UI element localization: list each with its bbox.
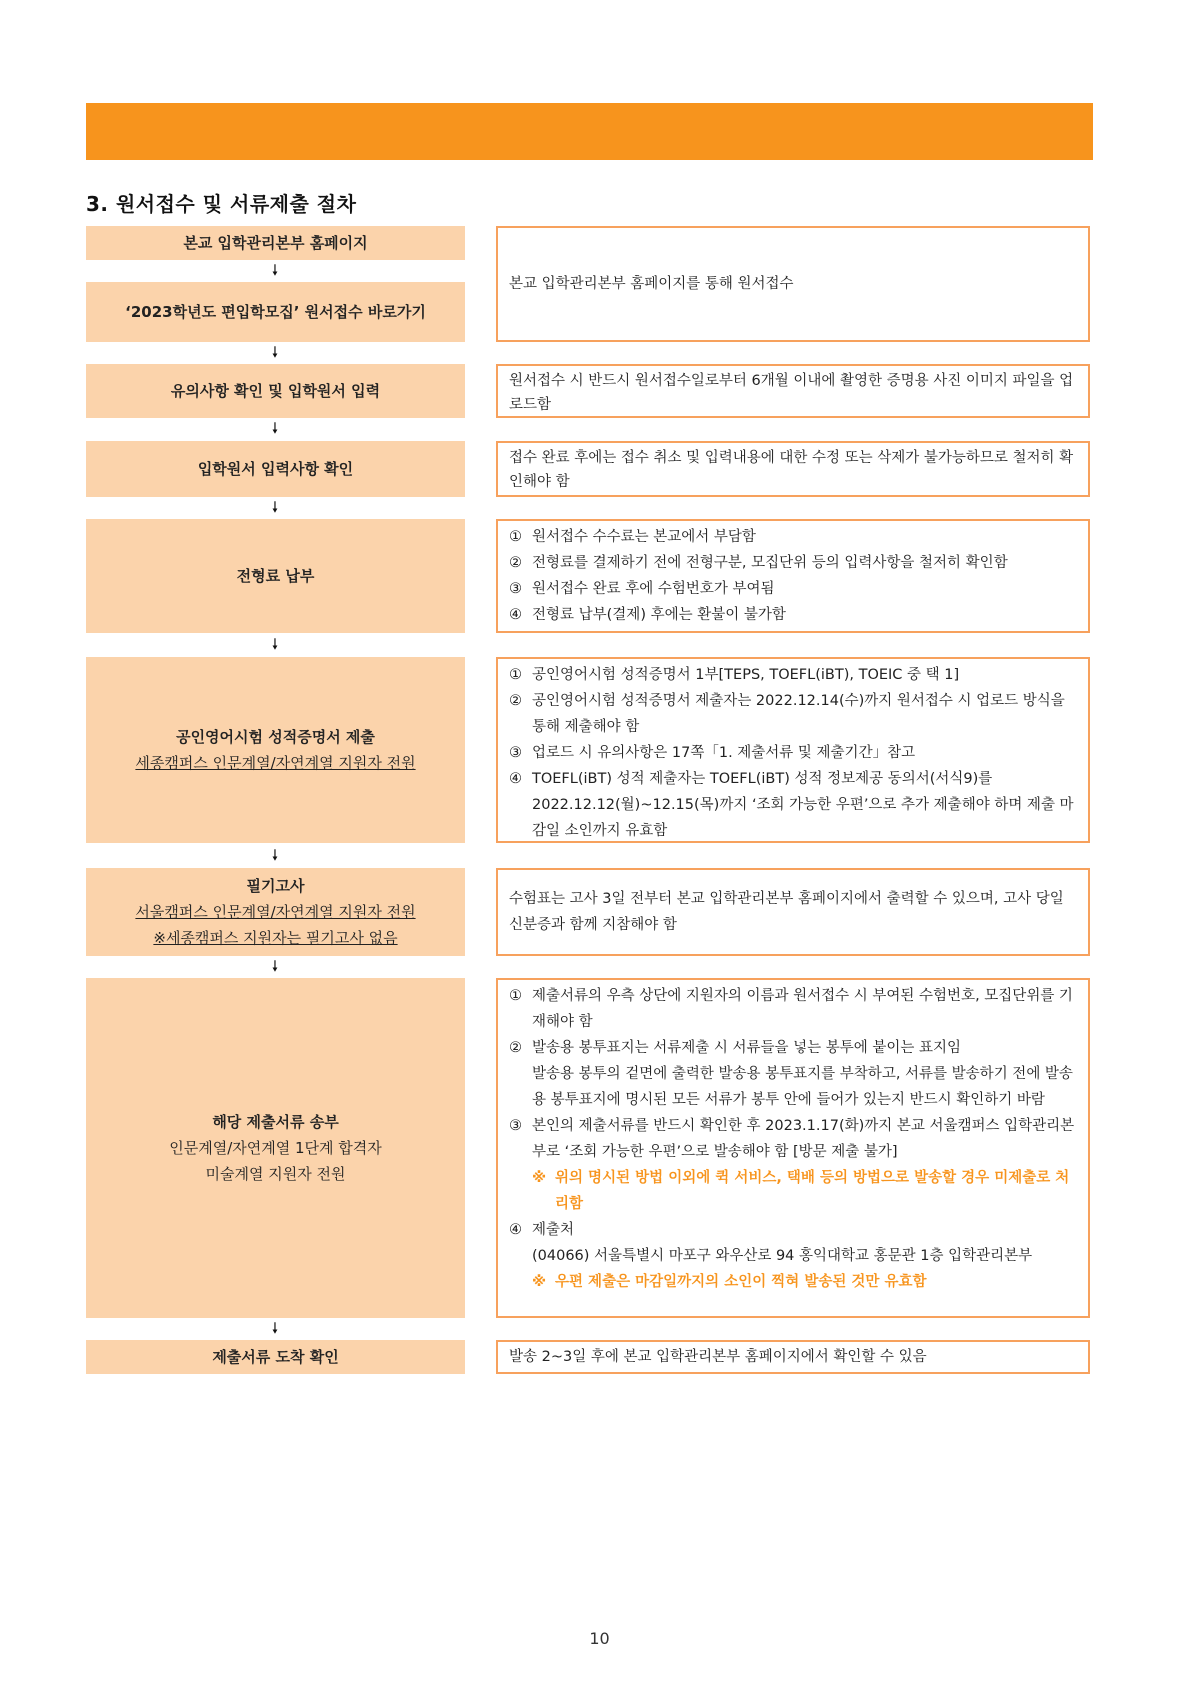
list-item-continued: 발송용 봉투의 겉면에 출력한 발송용 봉투표지를 부착하고, 서류를 발송하기 전에 발송용 봉투표지에 명시된 모든 서류가 봉투 안에 들어가 있는지 반드시 확인하기 바람 [532,1066,1073,1108]
list-item: ④ 제출처 [509,1222,575,1238]
down-arrow-icon: 🠗 [271,261,279,279]
desc-confirm [496,441,1090,497]
page-number: 10 [589,1629,610,1648]
down-arrow-icon: 🠗 [271,498,279,516]
desc-text: 수험표는 고사 3일 전부터 본교 입학관리본부 홈페이지에서 출력할 수 있으며, 고사 당일 신분증과 함께 지참해야 함 [509,891,1064,933]
desc-documents [496,978,1090,1318]
step-homepage [86,226,465,260]
step-send-documents [86,978,465,1318]
step-english-score [86,657,465,843]
address-text: (04066) 서울특별시 마포구 와우산로 94 홍익대학교 홍문관 1층 입학관리본부 [532,1248,1033,1264]
step-apply-link [86,282,465,342]
step-title: 필기고사 [246,877,305,895]
desc-exam [496,868,1090,956]
down-arrow-icon: 🠗 [271,1319,279,1337]
step-title: ‘2023학년도 편입학모집’ 원서접수 바로가기 [125,303,426,321]
down-arrow-icon: 🠗 [271,343,279,361]
list-item: ① 공인영어시험 성적증명서 1부[TEPS, TOEFL(iBT), TOEIC 중 택 1] [509,667,960,683]
down-arrow-icon: 🠗 [271,846,279,864]
warning-note: ※ 위의 명시된 방법 이외에 퀵 서비스, 택배 등의 방법으로 발송할 경우 미제출로 처리함 [532,1170,1070,1212]
warning-note: ※ 우편 제출은 마감일까지의 소인이 찍혀 발송된 것만 유효함 [532,1274,927,1290]
step-title: 공인영어시험 성적증명서 제출 [176,728,375,746]
desc-text: 본교 입학관리본부 홈페이지를 통해 원서접수 [509,276,794,292]
step-note: ※세종캠퍼스 지원자는 필기고사 없음 [153,929,398,947]
list-item: ① 원서접수 수수료는 본교에서 부담함 [509,529,756,545]
list-item: ④ TOEFL(iBT) 성적 제출자는 TOEFL(iBT) 성적 정보제공 동의서(서식9)를 2022.12.12(월)~12.15(목)까지 ‘조회 가능한 우편’으로 추가 제출해야 하며 제출 마감일 소인까지 유효함 [509,771,1074,839]
desc-text: 발송 2~3일 후에 본교 입학관리본부 홈페이지에서 확인할 수 있음 [509,1349,927,1365]
header-banner [86,103,1093,160]
list-item: ③ 본인의 제출서류를 반드시 확인한 후 2023.1.17(화)까지 본교 서울캠퍼스 입학관리본부로 ‘조회 가능한 우편’으로 발송해야 함 [방문 제출 불가] [509,1118,1075,1160]
step-title: 전형료 납부 [236,567,315,585]
desc-homepage [496,226,1090,342]
step-subtitle: 인문계열/자연계열 1단계 합격자 [169,1139,382,1157]
down-arrow-icon: 🠗 [271,419,279,437]
step-subtitle: 서울캠퍼스 인문계열/자연계열 지원자 전원 [135,903,416,921]
step-subtitle: 미술계열 지원자 전원 [205,1165,346,1183]
desc-arrival [496,1340,1090,1374]
list-item: ③ 업로드 시 유의사항은 17쪽「1. 제출서류 및 제출기간」참고 [509,745,916,761]
list-item: ④ 전형료 납부(결제) 후에는 환불이 불가함 [509,607,786,623]
down-arrow-icon: 🠗 [271,957,279,975]
step-title: 제출서류 도착 확인 [212,1348,339,1366]
step-title: 해당 제출서류 송부 [212,1113,339,1131]
desc-fee [496,519,1090,633]
step-title: 유의사항 확인 및 입학원서 입력 [170,382,381,400]
step-title: 본교 입학관리본부 홈페이지 [183,234,368,252]
step-subtitle: 세종캠퍼스 인문계열/자연계열 지원자 전원 [135,754,416,772]
down-arrow-icon: 🠗 [271,635,279,653]
list-item: ② 공인영어시험 성적증명서 제출자는 2022.12.14(수)까지 원서접수 시 업로드 방식을 통해 제출해야 함 [509,693,1065,735]
desc-text: 접수 완료 후에는 접수 취소 및 입력내용에 대한 수정 또는 삭제가 불가능하므로 철저히 확인해야 함 [509,450,1074,490]
desc-text: 원서접수 시 반드시 원서접수일로부터 6개월 이내에 촬영한 증명용 사진 이미지 파일을 업로드함 [509,373,1074,413]
step-input-form [86,364,465,418]
desc-english [496,657,1090,843]
list-item: ② 발송용 봉투표지는 서류제출 시 서류들을 넣는 봉투에 붙이는 표지임 [509,1040,962,1056]
list-item: ③ 원서접수 완료 후에 수험번호가 부여됨 [509,581,775,597]
step-written-exam [86,868,465,956]
list-item: ① 제출서류의 우측 상단에 지원자의 이름과 원서접수 시 부여된 수험번호, 모집단위를 기재해야 함 [509,988,1073,1030]
step-confirm-form [86,441,465,497]
step-fee [86,519,465,633]
step-title: 입학원서 입력사항 확인 [197,460,354,478]
section-title: 3. 원서접수 및 서류제출 절차 [86,192,357,216]
desc-photo [496,364,1090,418]
list-item: ② 전형료를 결제하기 전에 전형구분, 모집단위 등의 입력사항을 철저히 확인함 [509,555,1008,571]
step-arrival-check [86,1340,465,1374]
